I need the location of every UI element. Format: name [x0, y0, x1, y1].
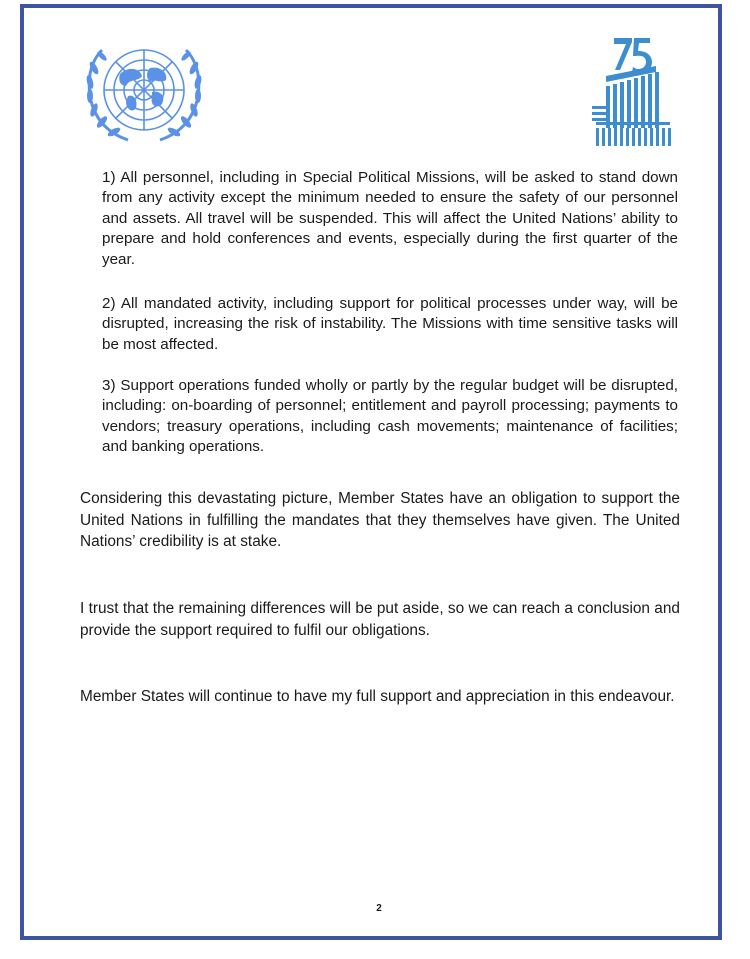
un75-anniversary-logo: [592, 36, 674, 148]
numbered-item-2: 2) All mandated activity, including support for political processes under way, will be disrupted, increasing the risk of instability. The Missions with time sensitive tasks will be most affected.: [102, 295, 678, 353]
page-number: 2: [376, 903, 382, 914]
numbered-item-1: 1) All personnel, including in Special Political Missions, will be asked to stand down from any activity except the minimum needed to ensure the safety of our personnel and assets. All travel will be suspended. This will affect the United Nations’ ability to prepare and hold conferences and events, especially during the first quarter of the year.: [102, 169, 678, 268]
body-paragraph-credibility: Considering this devastating picture, Member States have an obligation to support the United Nations in fulfilling the mandates that they themselves have given. The United Nations’ credibility is at stake.: [80, 490, 680, 551]
body-paragraph-support: Member States will continue to have my full support and appreciation in this endeavour.: [80, 688, 675, 705]
un-emblem-logo: [80, 38, 208, 146]
numbered-item-3: 3) Support operations funded wholly or partly by the regular budget will be disrupted, including: on-boarding of personnel; entitlement and payroll processing; payments to vendors; treasury operations, including cash movements; maintenance of facilities; and banking operations.: [102, 377, 678, 456]
body-paragraph-conclusion: I trust that the remaining differences will be put aside, so we can reach a conclusion and provide the support required to fulfil our obligations.: [80, 600, 680, 639]
